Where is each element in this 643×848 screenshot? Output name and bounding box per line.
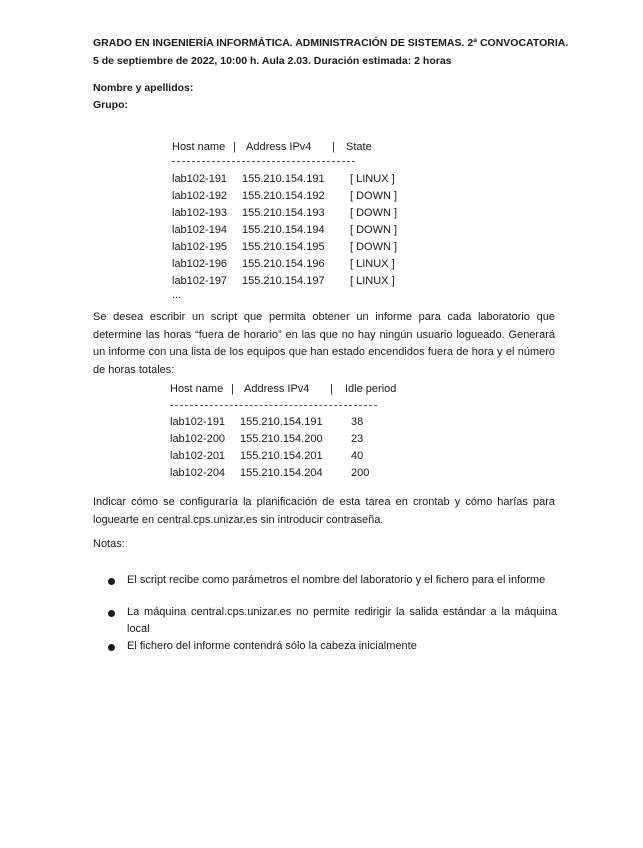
idle-period-cell: 38 xyxy=(351,416,364,428)
state-cell: [ LINUX ] xyxy=(350,258,395,270)
host-name-cell: lab102-204 xyxy=(170,467,226,479)
header-state: State xyxy=(346,141,372,153)
host-name-cell: lab102-195 xyxy=(172,241,228,253)
task-description: Se desea escribir un script que permita obtener un informe para cada laboratorio que determine las horas “fuera de horario” en las que no hay ningún usuario logueado. Generará un informe con una lista de los equipos que han estado encendidos fuera de hora y el número de horas totales: xyxy=(93,311,555,376)
host-name-cell: lab102-193 xyxy=(172,207,228,219)
bullet-icon xyxy=(108,610,115,617)
header-address: Address IPv4 xyxy=(246,141,312,153)
host-name-cell: lab102-194 xyxy=(172,224,228,236)
header-divider xyxy=(170,405,377,406)
crontab-question: Indicar cómo se configuraría la planificación de esta tarea en crontab y cómo harías para loguearte en central.cps.unizar.es sin introducir contraseña. xyxy=(93,496,555,526)
name-label: Nombre y apellidos: xyxy=(93,82,194,94)
idle-period-cell: 23 xyxy=(351,433,364,445)
idle-period-cell: 200 xyxy=(351,467,370,479)
exam-title: GRADO EN INGENIERÍA INFORMÁTICA. ADMINISTRACIÓN DE SISTEMAS. 2ª CONVOCATORIA. xyxy=(93,37,569,49)
header-idle-period: Idle period xyxy=(345,383,397,395)
address-cell: 155.210.154.204 xyxy=(240,467,323,479)
header-separator: | xyxy=(231,383,234,395)
bullet-icon xyxy=(108,644,115,651)
idle-period-cell: 40 xyxy=(351,450,364,462)
host-name-cell: lab102-200 xyxy=(170,433,226,445)
host-name-cell: lab102-191 xyxy=(172,173,228,185)
note-item: El fichero del informe contendrá sólo la cabeza inicialmente xyxy=(127,640,417,652)
address-cell: 155.210.154.194 xyxy=(242,224,325,236)
host-name-cell: lab102-191 xyxy=(170,416,226,428)
address-cell: 155.210.154.200 xyxy=(240,433,323,445)
address-cell: 155.210.154.193 xyxy=(242,207,325,219)
header-host-name: Host name xyxy=(172,141,226,153)
header-host-name: Host name xyxy=(170,383,224,395)
header-separator: | xyxy=(330,383,333,395)
state-cell: [ DOWN ] xyxy=(350,241,398,253)
host-name-cell: lab102-192 xyxy=(172,190,228,202)
host-name-cell: lab102-196 xyxy=(172,258,228,270)
state-cell: [ DOWN ] xyxy=(350,224,398,236)
address-cell: 155.210.154.195 xyxy=(242,241,325,253)
header-address: Address IPv4 xyxy=(244,383,310,395)
state-cell: [ LINUX ] xyxy=(350,173,395,185)
address-cell: 155.210.154.196 xyxy=(242,258,325,270)
bullet-icon xyxy=(108,578,115,585)
header-separator: | xyxy=(332,141,335,153)
notes-title: Notas: xyxy=(93,538,125,550)
address-cell: 155.210.154.201 xyxy=(240,450,323,462)
state-cell: [ LINUX ] xyxy=(350,275,395,287)
address-cell: 155.210.154.191 xyxy=(240,416,323,428)
host-name-cell: lab102-197 xyxy=(172,275,228,287)
note-item: La máquina central.cps.unizar.es no permite redirigir la salida estándar a la máquina local xyxy=(127,606,557,635)
header-divider xyxy=(172,161,355,162)
header-separator: | xyxy=(233,141,236,153)
state-cell: [ DOWN ] xyxy=(350,207,398,219)
state-cell: [ DOWN ] xyxy=(350,190,398,202)
table-ellipsis: ... xyxy=(172,289,182,301)
address-cell: 155.210.154.192 xyxy=(242,190,325,202)
host-name-cell: lab102-201 xyxy=(170,450,226,462)
exam-date-info: 5 de septiembre de 2022, 10:00 h. Aula 2.03. Duración estimada: 2 horas xyxy=(93,55,452,67)
group-label: Grupo: xyxy=(93,99,128,111)
note-item: El script recibe como parámetros el nombre del laboratorio y el fichero para el informe xyxy=(127,574,546,586)
address-cell: 155.210.154.197 xyxy=(242,275,325,287)
address-cell: 155.210.154.191 xyxy=(242,173,325,185)
